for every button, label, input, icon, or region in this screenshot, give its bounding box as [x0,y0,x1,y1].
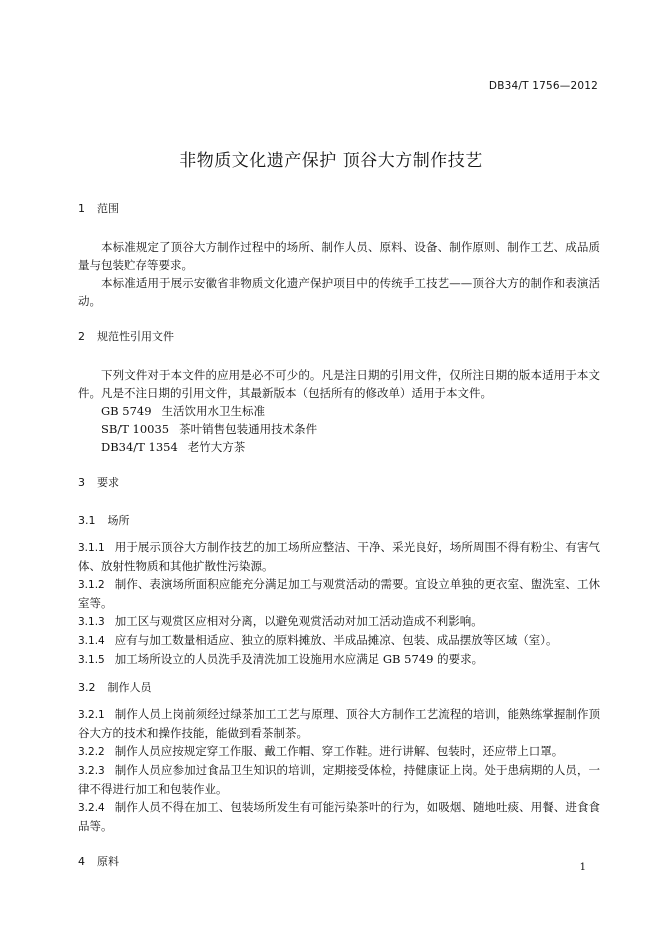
reference-code: GB 5749 [101,404,152,418]
clause-text: 制作人员应按规定穿工作服、戴工作帽、穿工作鞋。进行讲解、包装时，还应带上口罩。 [114,744,564,758]
subsection-heading-personnel [78,679,600,697]
section-title: 要求 [97,476,119,489]
subsection-number: 3.2 [78,681,96,694]
section-heading-normative-references [78,328,600,346]
document-title: 非物质文化遗产保护 顶谷大方制作技艺 [179,151,483,171]
clause-number: 3.1.3 [78,616,105,628]
clause-text: 用于展示顶谷大方制作技艺的加工场所应整洁、干净、采光良好，场所周围不得有粉尘、有害气体、放射性物质和其他扩散性污染源。 [78,540,600,573]
standard-number: DB34/T 1756—2012 [488,80,598,92]
subsection-title: 制作人员 [107,681,152,694]
clause [78,650,600,669]
subsection-title: 场所 [107,514,130,527]
clause [78,575,600,612]
clause-text: 制作人员上岗前须经过绿茶加工工艺与原理、顶谷大方制作工艺流程的培训，能熟练掌握制作顶谷大方的技术和操作技能，能做到看茶制茶。 [78,707,600,740]
section-heading-raw-materials [78,853,600,871]
paragraph: 本标准规定了顶谷大方制作过程中的场所、制作人员、原料、设备、制作原则、制作工艺、成品质量与包装贮存等要求。 [78,240,600,272]
section-heading-requirements [78,474,600,492]
clause-number: 3.2.3 [78,765,105,777]
clause-number: 3.1.2 [78,579,105,591]
section-number: 2 [78,330,85,343]
clause-text: 制作人员应参加过食品卫生知识的培训，定期接受体检，持健康证上岗。处于患病期的人员，一律不得进行加工和包装作业。 [78,763,600,796]
reference-item [101,402,600,420]
clause-number: 3.1.1 [78,542,105,554]
reference-item [101,438,600,456]
reference-title: 茶叶销售包装通用技术条件 [179,422,318,436]
clause-number: 3.2.2 [78,746,105,758]
clause [78,761,600,798]
reference-item [101,420,600,438]
clause-text: 应有与加工数量相适应、独立的原料摊放、半成品摊凉、包装、成品摆放等区域（室）。 [114,633,558,647]
clause-number: 3.1.5 [78,654,105,666]
section-number: 4 [78,855,85,868]
reference-code: DB34/T 1354 [101,440,178,454]
clause [78,798,600,835]
clause-number: 3.2.1 [78,709,105,721]
reference-title: 老竹大方茶 [187,440,246,454]
subsection-heading-premises [78,512,600,530]
section-title: 规范性引用文件 [97,330,174,343]
section-title: 原料 [97,855,119,868]
clause-text: 加工区与观赏区应相对分离，以避免观赏活动对加工活动造成不利影响。 [114,614,483,628]
page-number: 1 [579,862,586,873]
section-heading-scope [78,200,600,218]
paragraph: 下列文件对于本文件的应用是必不可少的。凡是注日期的引用文件，仅所注日期的版本适用于本文件。凡是不注日期的引用文件，其最新版本（包括所有的修改单）适用于本文件。 [78,368,600,400]
section-number: 3 [78,476,85,489]
clause [78,612,600,631]
clause-number: 3.1.4 [78,635,105,647]
clause [78,631,600,650]
clause-number: 3.2.4 [78,802,105,814]
clause [78,705,600,742]
section-number: 1 [78,202,85,215]
document-body [78,200,600,891]
clause-text: 制作人员不得在加工、包装场所发生有可能污染茶叶的行为，如吸烟、随地吐痰、用餐、进食食品等。 [78,800,600,833]
clause-text: 制作、表演场所面积应能充分满足加工与观赏活动的需要。宜设立单独的更衣室、盥洗室、工休室等。 [78,577,600,610]
reference-title: 生活饮用水卫生标准 [161,404,266,418]
clause [78,538,600,575]
paragraph: 本标准适用于展示安徽省非物质文化遗产保护项目中的传统手工技艺——顶谷大方的制作和表演活动。 [78,276,600,308]
clause [78,742,600,761]
reference-code: SB/T 10035 [101,422,170,436]
subsection-number: 3.1 [78,514,96,527]
section-title: 范围 [97,202,119,215]
clause-text: 加工场所设立的人员洗手及清洗加工设施用水应满足 GB 5749 的要求。 [114,652,484,666]
